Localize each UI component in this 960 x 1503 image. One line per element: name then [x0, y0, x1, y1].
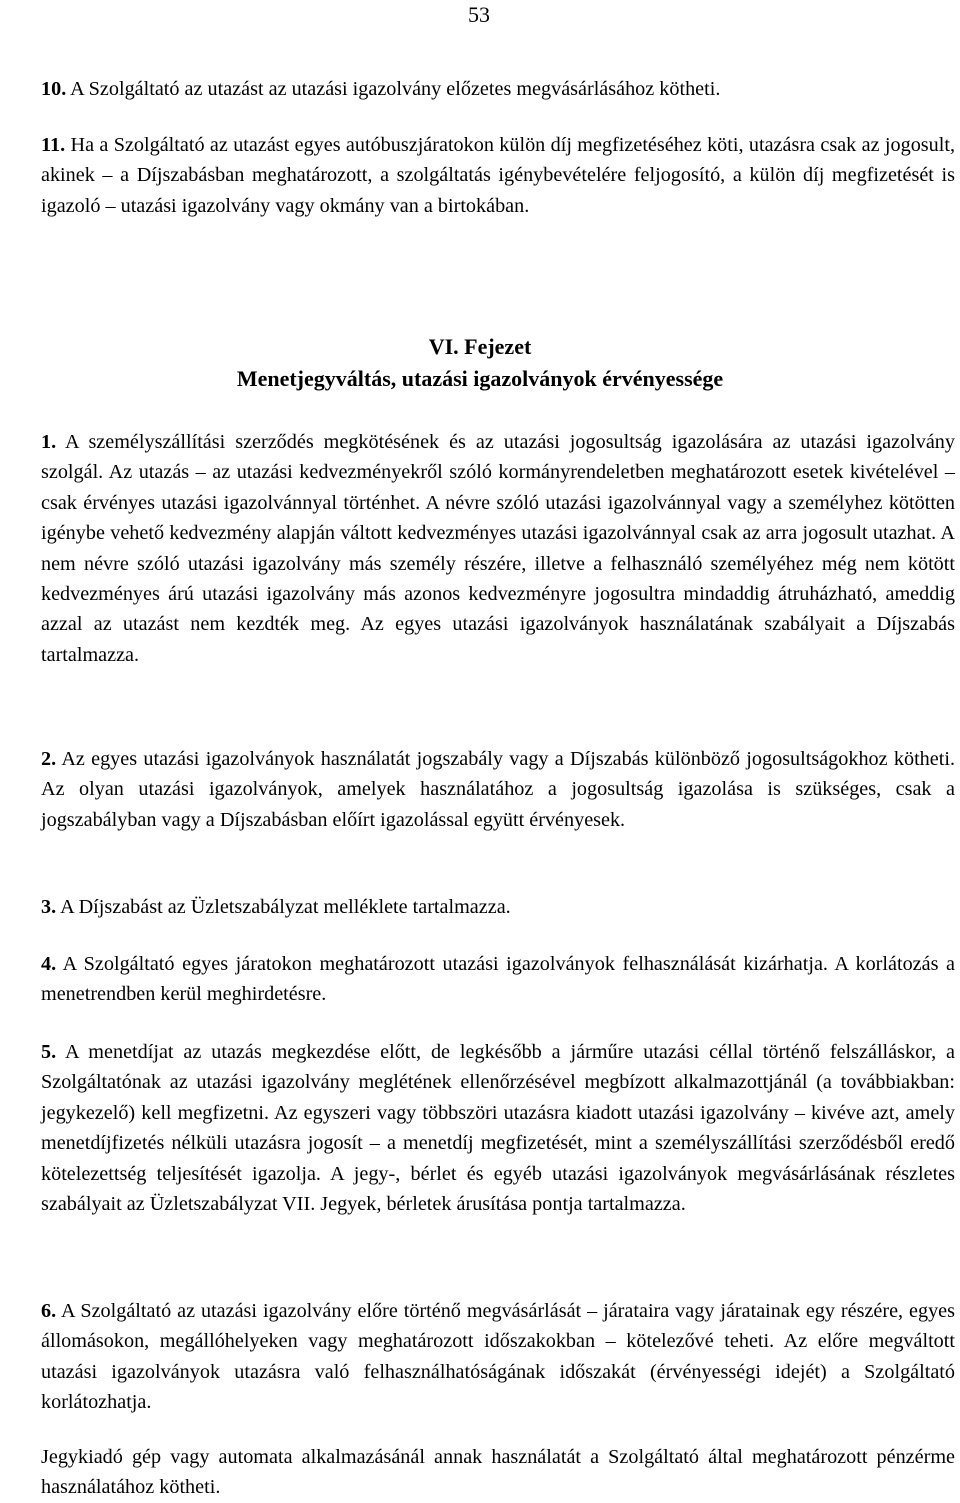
section-3: [41, 892, 955, 922]
paragraph-11: [41, 130, 955, 221]
paragraph-text: Ha a Szolgáltató az utazást egyes autóbuszjáratokon külön díj megfizetéséhez köti, utazásra csak az jogosult, akinek – a Díjszabásban meghatározott, a szolgáltatás igénybevételére feljogosító, a külön díj megfizetését is igazoló – utazási igazolvány vagy okmány van a birtokában.: [41, 134, 955, 217]
section-number: 4.: [41, 953, 57, 975]
section-text: A Szolgáltató egyes járatokon meghatározott utazási igazolványok felhasználását kizárhatja. A korlátozás a menetrendben kerül meghirdetésre.: [41, 953, 956, 1006]
paragraph-number: 10.: [41, 78, 67, 100]
paragraph-text: A Szolgáltató az utazást az utazási igazolvány előzetes megvásárlásához kötheti.: [70, 78, 721, 100]
section-text: A Szolgáltató az utazási igazolvány előre történő megvásárlását – járataira vagy járatainak egy részére, egyes állomásokon, megállóhelyeken vagy meghatározott időszakokban – kötelezővé teheti. Az előre megváltott utazási igazolványok utazásra való felhasználhatóságának időszakát (érvényességi idejét) a Szolgáltató korlátozhatja.: [41, 1300, 955, 1414]
closing-paragraph: Jegykiadó gép vagy automata alkalmazásánál annak használatát a Szolgáltató által meghatározott pénzérme használatához kötheti.: [41, 1446, 955, 1499]
section-text: A személyszállítási szerződés megkötésének és az utazási jogosultság igazolására az utazási igazolvány szolgál. Az utazás – az utazási kedvezményekről szóló kormányrendeletben meghatározott esetek kivételével – csak érvényes utazási igazolvánnyal történhet. A névre szóló utazási igazolvánnyal vagy a személyhez kötötten igénybe vehető kedvezmény alapján váltott kedvezményes utazási igazolvánnyal csak az arra jogosult utazhat. A nem névre szóló utazási igazolvány más személy részére, illetve a felhasználó személyéhez még nem kötött kedvezményes árú utazási igazolvány más azonos kedvezményre jogosultra mindaddig átruházható, ameddig azzal az utazást nem kezdték meg. Az egyes utazási igazolványok használatának szabályait a Díjszabás tartalmazza.: [41, 431, 955, 666]
section-5: [41, 1037, 955, 1219]
section-text: A menetdíjat az utazás megkezdése előtt, de legkésőbb a járműre utazási céllal történő felszálláskor, a Szolgáltatónak az utazási igazolvány meglétének ellenőrzésével megbízott alkalmazottjánál (a továbbiakban: jegykezelő) kell megfizetni. Az egyszeri vagy többszöri utazásra kiadott utazási igazolvány – kivéve azt, amely menetdíjfizetés nélküli utazásra jogosít – a menetdíj megfizetését, mint a személyszállítási szerződésből eredő kötelezettség teljesítését igazolja. A jegy-, bérlet és egyéb utazási igazolványok megvásárlásának részletes szabályait az Üzletszabályzat VII. Jegyek, bérletek árusítása pontja tartalmazza.: [41, 1041, 955, 1216]
page-number: 53: [468, 2, 490, 27]
section-4: [41, 949, 955, 1010]
section-number: 2.: [41, 748, 57, 770]
chapter-title: VI. Fejezet: [428, 334, 532, 359]
section-number: 5.: [41, 1041, 57, 1063]
section-6: [41, 1296, 955, 1418]
section-text: Az egyes utazási igazolványok használatát jogszabály vagy a Díjszabás különböző jogosultságokhoz kötheti. Az olyan utazási igazolványok, amelyek használatához a jogosultság igazolása is szükséges, csak a jogszabályban vagy a Díjszabásban előírt igazolással együtt érvényesek.: [41, 748, 955, 831]
chapter-subtitle: Menetjegyváltás, utazási igazolványok érvényessége: [236, 366, 724, 391]
section-number: 6.: [41, 1300, 57, 1322]
section-number: 3.: [41, 896, 57, 918]
section-text: A Díjszabást az Üzletszabályzat melléklete tartalmazza.: [60, 896, 511, 918]
paragraph-number: 11.: [41, 134, 66, 156]
section-1: [41, 427, 955, 670]
section-2: [41, 744, 955, 835]
section-number: 1.: [41, 431, 57, 453]
paragraph-10: [41, 74, 955, 104]
